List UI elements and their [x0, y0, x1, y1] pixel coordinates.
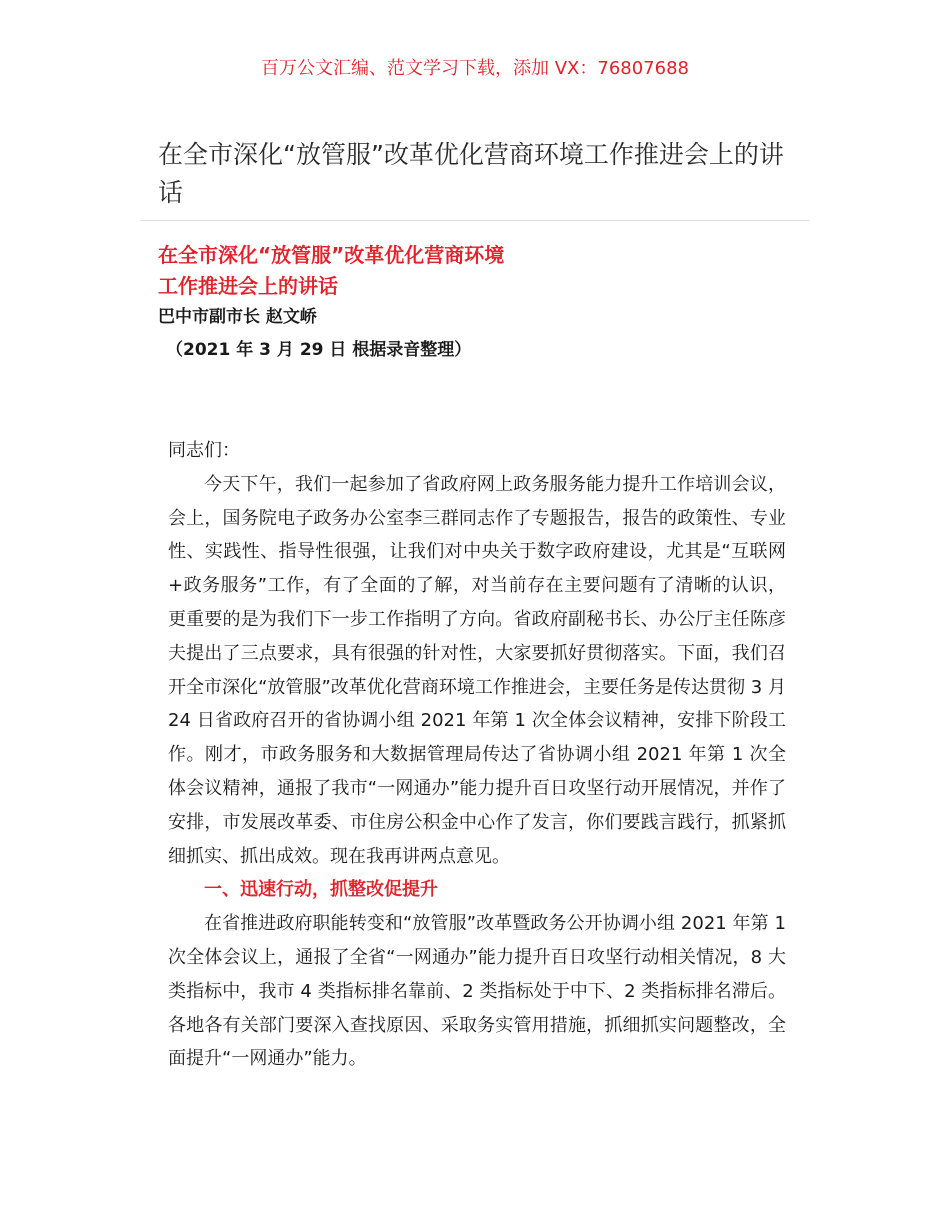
- paragraph: 在省推进政府职能转变和“放管服”改革暨政务公开协调小组 2021 年第 1 次全体会议上，通报了全省“一网通办”能力提升百日攻坚行动相关情况，8 大类指标中，我市 4 类指标排名靠前、2 类指标处于中下、2 类指标排名滞后。各地各有关部门要深入查找原因、采取务实管用措施，抓细抓实问题整改，全面提升“一网通办”能力。: [168, 913, 786, 1070]
- paragraph: 今天下午，我们一起参加了省政府网上政务服务能力提升工作培训会议，会上，国务院电子政务办公室李三群同志作了专题报告，报告的政策性、专业性、实践性、指导性很强，让我们对中央关于数字政府建设，尤其是“互联网+政务服务”工作，有了全面的了解，对当前存在主要问题有了清晰的认识，更重要的是为我们下一步工作指明了方向。省政府副秘书长、办公厅主任陈彦夫提出了三点要求，具有很强的针对性，大家要抓好贯彻落实。下面，我们召开全市深化“放管服”改革优化营商环境工作推进会，主要任务是传达贯彻 3 月 24 日省政府召开的省协调小组 2021 年第 1 次全体会议精神，安排下阶段工作。刚才，市政务服务和大数据管理局传达了省协调小组 2021 年第 1 次全体会议精神，通报了我市“一网通办”能力提升百日攻坚行动开展情况，并作了安排，市发展改革委、市住房公积金中心作了发言，你们要践言践行，抓紧抓细抓实、抓出成效。现在我再讲两点意见。: [168, 473, 786, 867]
- salutation: 同志们：: [168, 440, 240, 461]
- speech-title-line-1: 在全市深化“放管服”改革优化营商环境: [158, 243, 505, 267]
- date-note: （2021 年 3 月 29 日 根据录音整理）: [166, 340, 472, 360]
- speech-title-line-2: 工作推进会上的讲话: [158, 274, 338, 298]
- speech-title: [158, 240, 504, 302]
- download-banner: 百万公文汇编、范文学习下载，添加 VX：76807688: [261, 58, 689, 79]
- section-heading: 一、迅速行动，抓整改促提升: [204, 879, 438, 901]
- author-line: 巴中市副市长 赵文峤: [158, 307, 317, 327]
- document-title: 在全市深化“放管服”改革优化营商环境工作推进会上的讲话: [158, 140, 784, 207]
- title-divider: [140, 220, 810, 221]
- speech-body: [168, 434, 786, 1076]
